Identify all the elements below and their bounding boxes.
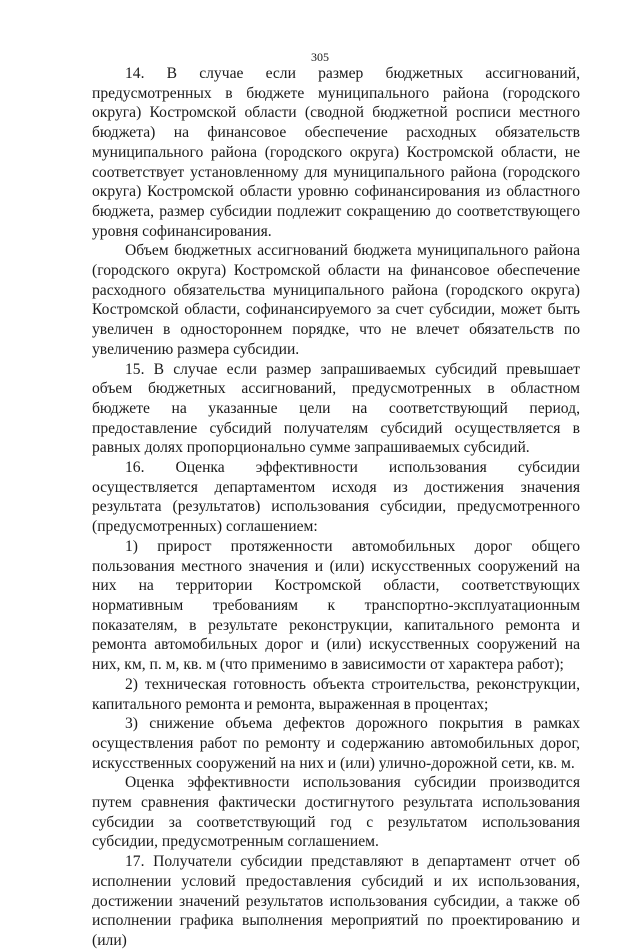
paragraph-16-item-2: 2) техническая готовность объекта строительства, реконструкции, капитального ремонта и ремонта, выраженная в процентах; — [92, 675, 580, 713]
paragraph-efficiency-assessment: Оценка эффективности использования субсидии производится путем сравнения фактически достигнутого результата использования субсидии за соответствующий год с результатом использования субсидии, предусмотренным соглашением. — [92, 774, 580, 851]
paragraph-16: 16. Оценка эффективности использования субсидии осуществляется департаментом исходя из достижения значения результата (результатов) использования субсидии, предусмотренного (предусмотренных) соглашением: — [92, 459, 580, 536]
paragraph-14: 14. В случае если размер бюджетных ассигнований, предусмотренных в бюджете муниципального района (городского округа) Костромской области (сводной бюджетной росписи местного бюджета) на финансовое обеспечение расходных обязательств муниципального района (городского округа) Костромской области, не соответствует установленному для муниципального района (городского округа) Костромской области уровню софинансирования из областного бюджета, размер субсидии подлежит сокращению до соответствующего уровня софинансирования. — [92, 65, 580, 240]
page-number: 305 — [311, 50, 329, 64]
paragraph-15: 15. В случае если размер запрашиваемых субсидий превышает объем бюджетных ассигнований, предусмотренных в областном бюджете на указанные цели на соответствующий период, предоставление субсидий получателям субсидий осуществляется в равных долях пропорционально сумме запрашиваемых субсидий. — [92, 360, 580, 457]
document-body — [92, 64, 580, 951]
paragraph-16-item-3: 3) снижение объема дефектов дорожного покрытия в рамках осуществления работ по ремонту и содержанию автомобильных дорог, искусственных сооружений на них и (или) улично-дорожной сети, кв. м. — [92, 715, 580, 772]
paragraph-budget-volume: Объем бюджетных ассигнований бюджета муниципального района (городского округа) Костромской области на финансовое обеспечение расходного обязательства муниципального района (городского округа) Костромской области, софинансируемого за счет субсидии, может быть увеличен в одностороннем порядке, что не влечет обязательств по увеличению размера субсидии. — [92, 242, 580, 358]
paragraph-16-item-1: 1) прирост протяженности автомобильных дорог общего пользования местного значения и (или) искусственных сооружений на них на территории Костромской области, соответствующих нормативным требованиям к транспортно-эксплуатационным показателям, в результате реконструкции, капитального ремонта и ремонта автомобильных дорог и (или) искусственных сооружений на них, км, п. м, кв. м (что применимо в зависимости от характера работ); — [92, 537, 580, 674]
paragraph-17: 17. Получатели субсидии представляют в департамент отчет об исполнении условий предоставления субсидий и их использования, достижении значений результатов использования субсидии, а также об исполнении графика выполнения мероприятий по проектированию и (или) — [92, 853, 580, 949]
